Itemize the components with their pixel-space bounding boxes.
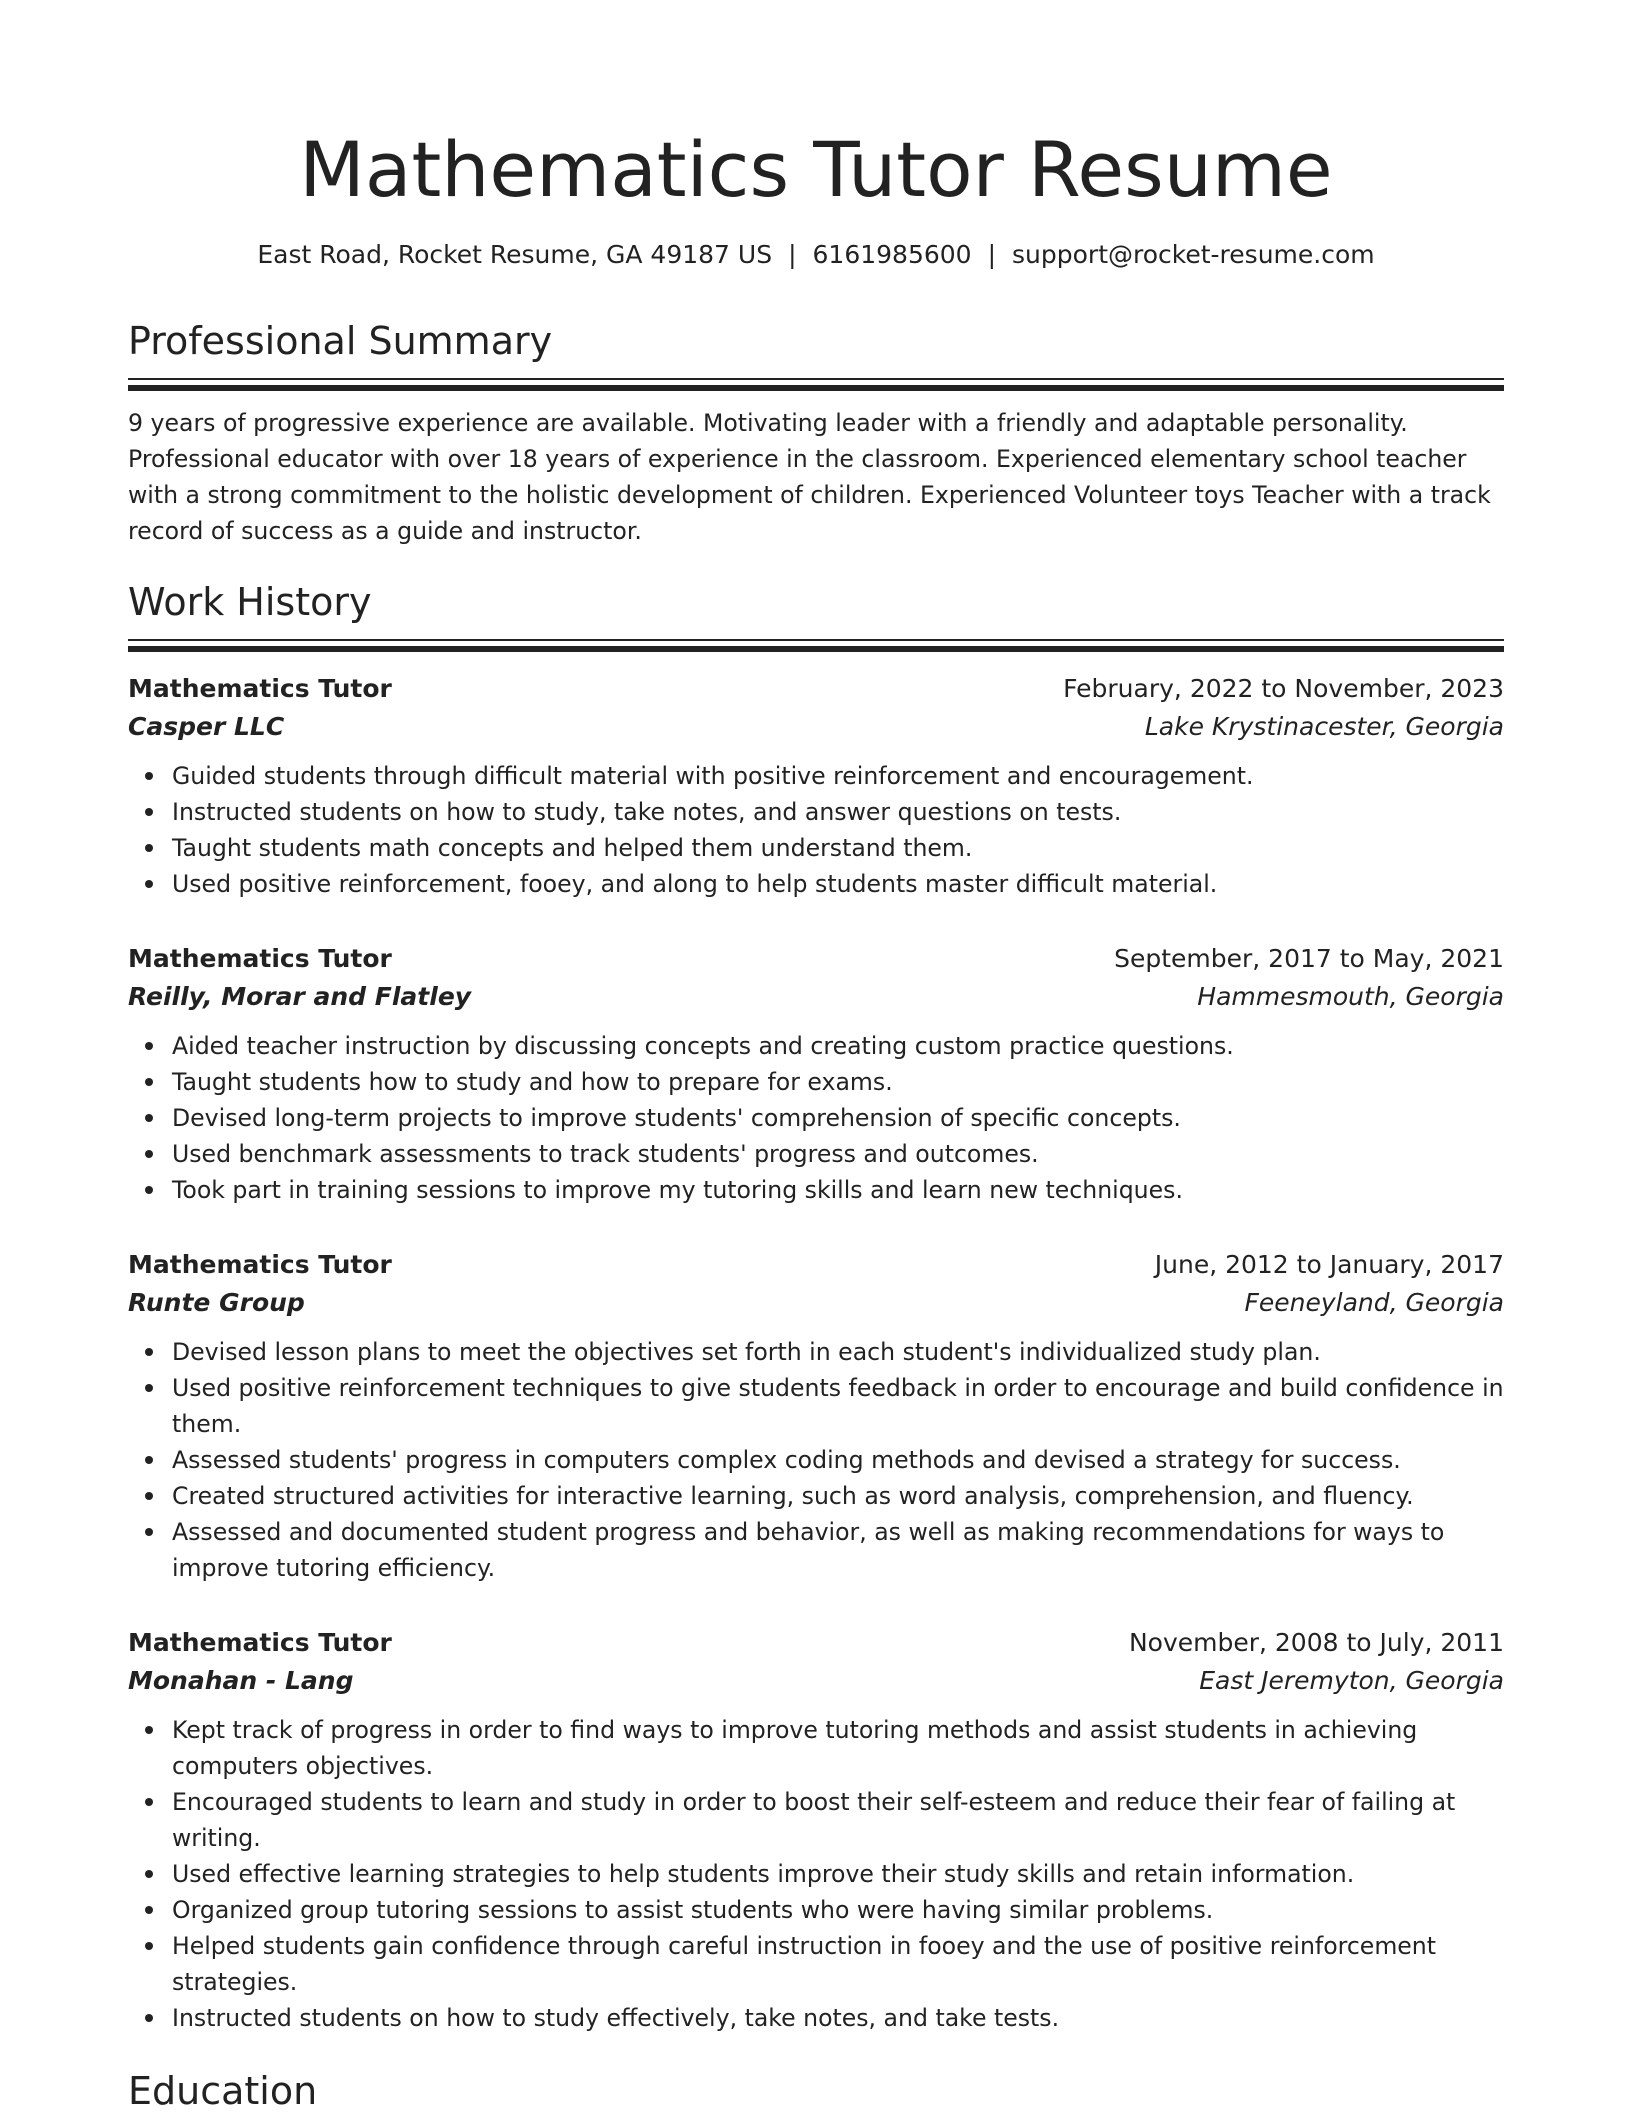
job-list — [128, 670, 1504, 2036]
section-divider-thin — [128, 378, 1504, 380]
job-bullet-list — [128, 1712, 1504, 2036]
contact-address: East Road, Rocket Resume, GA 49187 US — [257, 240, 773, 269]
section-divider-thick — [128, 646, 1504, 652]
job-title: Mathematics Tutor — [128, 1250, 392, 1279]
contact-separator: | — [987, 240, 997, 269]
job-company-row — [128, 1662, 1504, 1700]
job-header-row — [128, 1624, 1504, 1662]
summary-text: 9 years of progressive experience are available. Motivating leader with a friendly and adaptable personality. Professional educator with over 18 years of experience in the classroom. Experienced elementary school teacher with a strong commitment to the holistic development of children. Experienced Volunteer toys Teacher with a track record of success as a guide and instructor. — [128, 409, 1491, 545]
resume-title: Mathematics Tutor Resume — [299, 125, 1333, 214]
job-company-row — [128, 1284, 1504, 1322]
job-location: East Jeremyton, Georgia — [1199, 1666, 1504, 1695]
job-company-row — [128, 708, 1504, 746]
job-bullet: Kept track of progress in order to find ways to improve tutoring methods and assist students in achieving computers objectives. — [172, 1712, 1504, 1784]
resume-page — [128, 0, 1504, 2116]
job-title: Mathematics Tutor — [128, 674, 392, 703]
job-title: Mathematics Tutor — [128, 944, 392, 973]
job-bullet: Created structured activities for interactive learning, such as word analysis, comprehension, and fluency. — [172, 1478, 1504, 1514]
job-location: Hammesmouth, Georgia — [1197, 982, 1504, 1011]
job-bullet: Taught students math concepts and helped them understand them. — [172, 830, 1504, 866]
contact-email: support@rocket-resume.com — [1012, 240, 1375, 269]
section-divider-thin — [128, 639, 1504, 641]
job-bullet: Assessed students' progress in computers complex coding methods and devised a strategy for success. — [172, 1442, 1504, 1478]
education-section — [128, 2066, 1504, 2116]
professional-summary-section — [128, 316, 1504, 549]
job-header-row — [128, 670, 1504, 708]
job-entry — [128, 1246, 1504, 1586]
job-entry — [128, 940, 1504, 1208]
work-history-section — [128, 577, 1504, 2036]
job-header-row — [128, 1246, 1504, 1284]
job-bullet: Used positive reinforcement techniques to give students feedback in order to encourage and build confidence in them. — [172, 1370, 1504, 1442]
job-bullet: Used positive reinforcement, fooey, and along to help students master difficult material. — [172, 866, 1504, 902]
job-bullet: Instructed students on how to study, take notes, and answer questions on tests. — [172, 794, 1504, 830]
job-bullet: Used effective learning strategies to help students improve their study skills and retain information. — [172, 1856, 1504, 1892]
job-company: Casper LLC — [128, 712, 285, 741]
job-header-row — [128, 940, 1504, 978]
job-dates: February, 2022 to November, 2023 — [1063, 674, 1504, 703]
job-company: Reilly, Morar and Flatley — [128, 982, 472, 1011]
section-heading-summary: Professional Summary — [128, 319, 553, 363]
job-company-row — [128, 978, 1504, 1016]
contact-separator: | — [788, 240, 797, 269]
job-entry — [128, 670, 1504, 902]
job-bullet: Guided students through difficult material with positive reinforcement and encouragement. — [172, 758, 1504, 794]
job-location: Lake Krystinacester, Georgia — [1144, 712, 1504, 741]
job-bullet: Aided teacher instruction by discussing concepts and creating custom practice questions. — [172, 1028, 1504, 1064]
job-title: Mathematics Tutor — [128, 1628, 392, 1657]
section-heading-education: Education — [128, 2069, 318, 2113]
job-company: Runte Group — [128, 1288, 305, 1317]
job-entry — [128, 1624, 1504, 2036]
job-bullet: Helped students gain confidence through careful instruction in fooey and the use of positive reinforcement strategies. — [172, 1928, 1504, 2000]
job-bullet: Assessed and documented student progress and behavior, as well as making recommendations for ways to improve tutoring efficiency. — [172, 1514, 1504, 1586]
job-bullet-list — [128, 1334, 1504, 1586]
contact-phone: 6161985600 — [812, 240, 972, 269]
job-location: Feeneyland, Georgia — [1244, 1288, 1504, 1317]
job-bullet: Taught students how to study and how to prepare for exams. — [172, 1064, 1504, 1100]
section-divider-thick — [128, 385, 1504, 391]
job-bullet: Instructed students on how to study effectively, take notes, and take tests. — [172, 2000, 1504, 2036]
job-bullet-list — [128, 758, 1504, 902]
job-bullet: Devised lesson plans to meet the objectives set forth in each student's individualized study plan. — [172, 1334, 1504, 1370]
job-bullet: Devised long-term projects to improve students' comprehension of specific concepts. — [172, 1100, 1504, 1136]
job-dates: June, 2012 to January, 2017 — [1154, 1250, 1504, 1279]
contact-line — [128, 238, 1504, 272]
job-bullet: Organized group tutoring sessions to assist students who were having similar problems. — [172, 1892, 1504, 1928]
job-dates: September, 2017 to May, 2021 — [1114, 944, 1504, 973]
job-bullet: Took part in training sessions to improve my tutoring skills and learn new techniques. — [172, 1172, 1504, 1208]
job-dates: November, 2008 to July, 2011 — [1128, 1628, 1504, 1657]
job-bullet: Encouraged students to learn and study in order to boost their self-esteem and reduce their fear of failing at writing. — [172, 1784, 1504, 1856]
job-company: Monahan - Lang — [128, 1666, 354, 1695]
job-bullet-list — [128, 1028, 1504, 1208]
section-heading-work-history: Work History — [128, 580, 372, 624]
job-bullet: Used benchmark assessments to track students' progress and outcomes. — [172, 1136, 1504, 1172]
